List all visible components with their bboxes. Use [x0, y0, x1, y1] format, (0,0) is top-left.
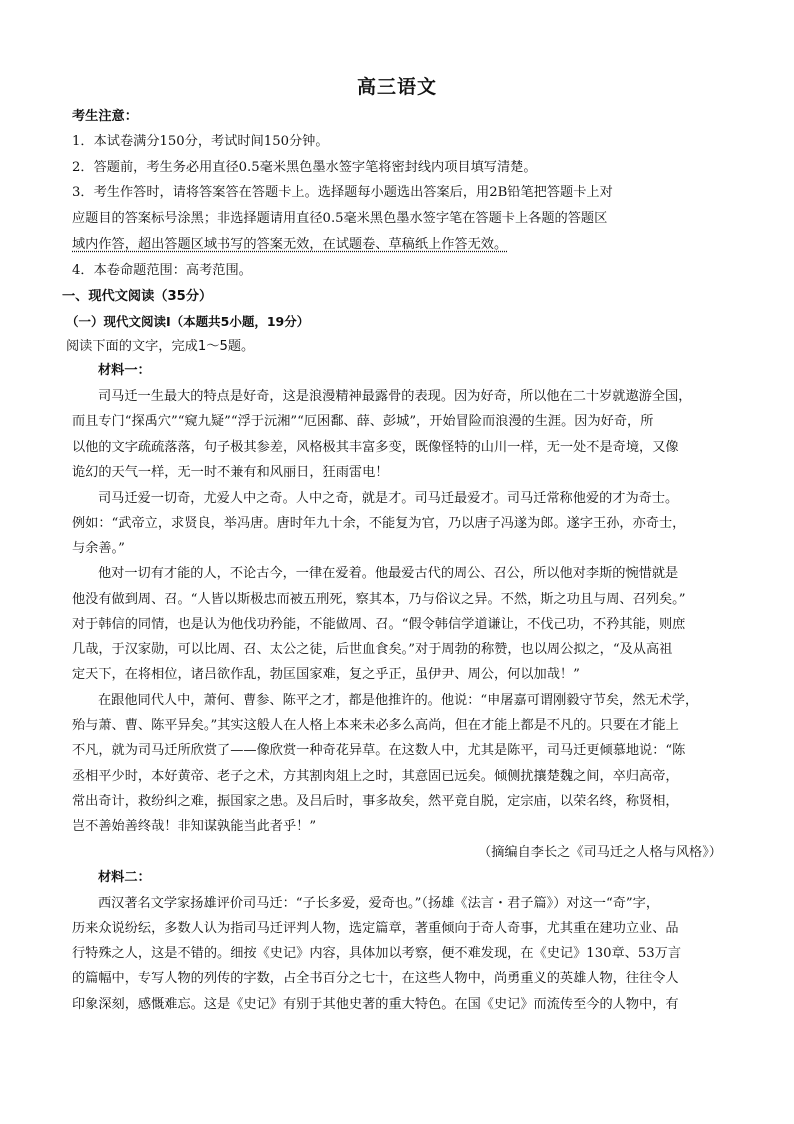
- paragraph-line: 不凡，就为司马迁所欣赏了——像欣赏一种奇花异草。在这数人中，尤其是陈平，司马迁更倾慕地说：“陈: [72, 743, 686, 758]
- paragraph-line: 岂不善始善终哉！非知谋孰能当此者乎！”: [72, 819, 317, 834]
- paragraph-line: 以他的文字疏疏落落，句子极其参差，风格极其丰富多变，既像怪特的山川一样，无一处不是奇境，又像: [72, 440, 679, 455]
- notice-heading: 考生注意：: [72, 109, 138, 124]
- paragraph-line: 西汉著名文学家扬雄评价司马迁：“子长多爱，爱奇也。”（扬雄《法言・君子篇》）对这一“奇”字，: [98, 896, 660, 911]
- reading-instruction: 阅读下面的文字，完成1～5题。: [66, 339, 255, 354]
- paragraph-line: 历来众说纷纭，多数人认为指司马迁评判人物，选定篇章，著重倾向于奇人奇事，尤其重在建功立业、品: [72, 921, 679, 936]
- paragraph-line: 行特殊之人，这是不错的。细按《史记》内容，具体加以考察，便不难发现，在《史记》130章、53万言: [72, 946, 682, 961]
- paragraph-line: 他没有做到周、召。“人皆以斯极忠而被五刑死，察其本，乃与俗议之异。不然，斯之功且与周、召列矣。”: [72, 592, 686, 607]
- paragraph-line: 对于韩信的同情，也是认为他伐功矜能，不能做周、召。“假令韩信学道谦让，不伐己功，不矜其能，则庶: [72, 617, 686, 632]
- paragraph-line: 殆与萧、曹、陈平异矣。”其实这般人在人格上本来未必多么高尚，但在才能上都是不凡的。只要在才能上: [72, 718, 679, 733]
- notice-item: 应题目的答案标号涂黑；非选择题请用直径0.5毫米黑色墨水签字笔在答题卡上各题的答题区: [72, 211, 608, 226]
- paragraph-line: 他对一切有才能的人，不论古今，一律在爱着。他最爱古代的周公、召公，所以他对李斯的惋惜就是: [98, 566, 679, 581]
- paragraph-line: 几哉，于汉家勋，可以比周、召、太公之徒，后世血食矣。”对于周勃的称赞，也以周公拟之，“及从高祖: [72, 642, 673, 657]
- subsection-heading: （一）现代文阅读Ⅰ（本题共5小题，19分）: [66, 314, 310, 329]
- notice-item: 域内作答，超出答题区域书写的答案无效，在试题卷、草稿纸上作答无效。: [72, 237, 508, 252]
- paragraph-line: 丞相平少时，本好黄帝、老子之术，方其割肉俎上之时，其意固已远矣。倾侧扰攘楚魏之间，卒归高帝，: [72, 769, 679, 784]
- paragraph-line: 常出奇计，救纷纠之难，振国家之患。及吕后时，事多故矣，然平竟自脱，定宗庙，以荣名终，称贤相，: [72, 794, 679, 809]
- paragraph-line: 印象深刻，感慨难忘。这是《史记》有别于其他史著的重大特色。在国《史记》而流传至今的人物中，有: [72, 997, 679, 1012]
- paragraph-line: 定天下，在将相位，诸吕欲作乱，勃匡国家难，复之乎正，虽伊尹、周公，何以加哉！”: [72, 667, 580, 682]
- notice-item: 2．答题前，考生务必用直径0.5毫米黑色墨水签字笔将密封线内项目填写清楚。: [72, 160, 537, 175]
- material-label: 材料一：: [98, 363, 151, 378]
- source-citation: （摘编自李长之《司马迁之人格与风格》）: [478, 845, 722, 860]
- notice-item: 1．本试卷满分150分，考试时间150分钟。: [72, 134, 329, 149]
- paragraph-line: 的篇幅中，专写人物的列传的字数，占全书百分之七十，在这些人物中，尚勇重义的英雄人物，往往令人: [72, 971, 679, 986]
- paragraph-line: 诡幻的天气一样，无一时不兼有和风丽日，狂雨雷电！: [72, 465, 389, 480]
- section-heading: 一、现代文阅读（35分）: [62, 289, 213, 304]
- paragraph-line: 例如：“武帝立，求贤良，举冯唐。唐时年九十余，不能复为官，乃以唐子冯遂为郎。遂字王孙，亦奇士，: [72, 516, 686, 531]
- notice-item: 4．本卷命题范围：高考范围。: [72, 263, 252, 278]
- paragraph-line: 而且专门“探禹穴”“窥九疑”“浮于沅湘”“厄困鄱、薛、彭城”，开始冒险而浪漫的生涯。因为好奇，所: [72, 414, 654, 429]
- paragraph-line: 司马迁爱一切奇，尤爱人中之奇。人中之奇，就是才。司马迁最爱才。司马迁常称他爱的才为奇士。: [98, 491, 679, 506]
- paragraph-line: 与余善。”: [72, 541, 125, 556]
- material-label: 材料二：: [98, 870, 151, 885]
- notice-item: 3．考生作答时，请将答案答在答题卡上。选择题每小题选出答案后，用2B铅笔把答题卡上对: [72, 185, 613, 200]
- page-title: 高三语文: [356, 76, 437, 98]
- paragraph-line: 司马迁一生最大的特点是好奇，这是浪漫精神最露骨的表现。因为好奇，所以他在二十岁就遨游全国，: [98, 389, 692, 404]
- paragraph-line: 在跟他同代人中，萧何、曹参、陈平之才，都是他推许的。他说：“申屠嘉可谓刚毅守节矣，然无术学，: [98, 693, 699, 708]
